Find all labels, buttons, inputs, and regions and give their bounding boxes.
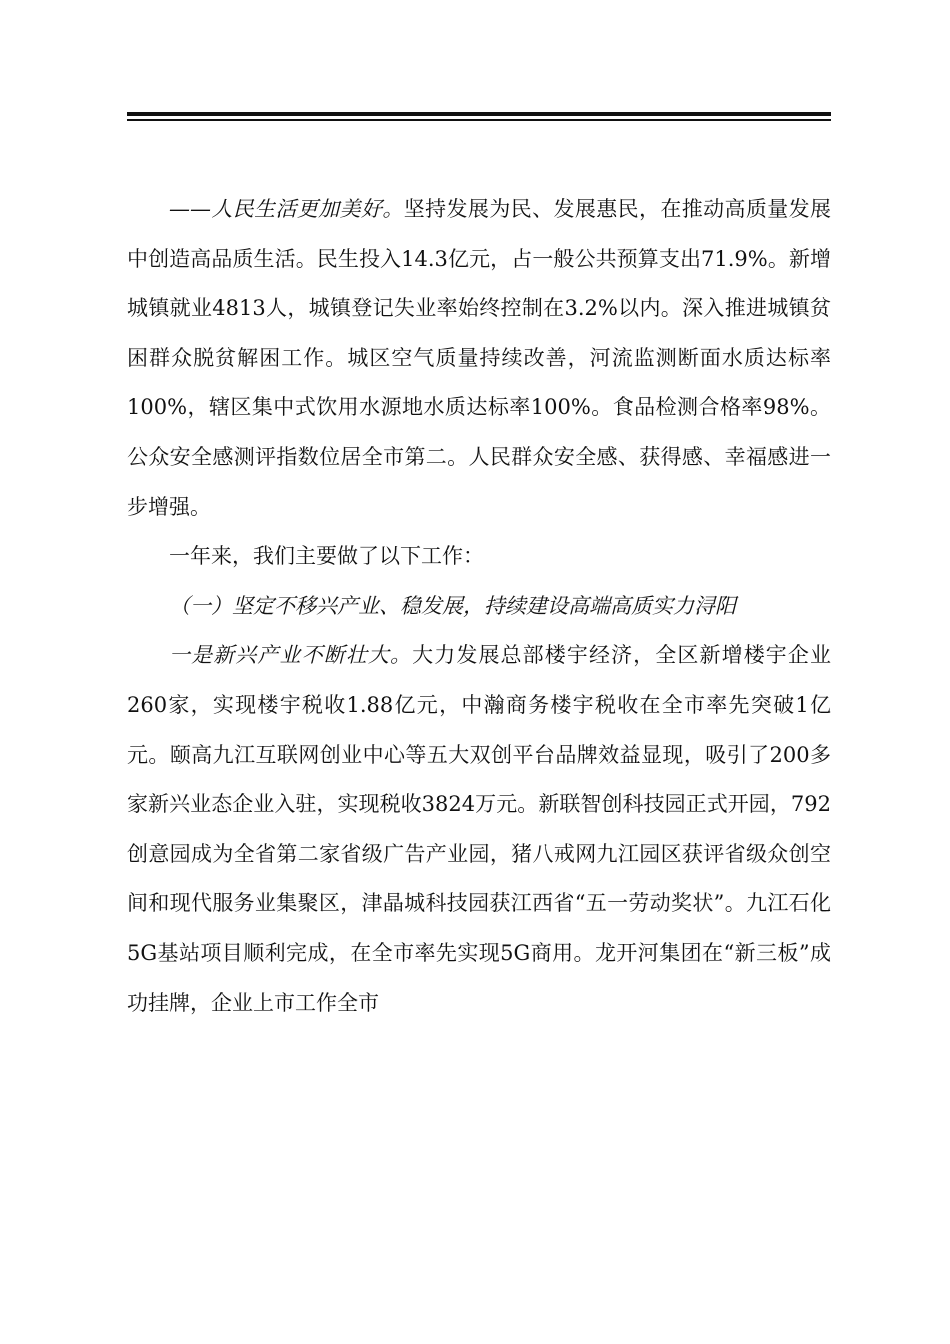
paragraph-text: 坚持发展为民、发展惠民，在推动高质量发展中创造高品质生活。民生投入14.3亿元，占一般公共预算支出71.9%。新增城镇就业4813人，城镇登记失业率始终控制在3.2%以内。深入推进城镇贫困群众脱贫解困工作。城区空气质量持续改善，河流监测断面水质达标率100%，辖区集中式饮用水源地水质达标率100%。食品检测合格率98%。公众安全感测评指数位居全市第二。人民群众安全感、获得感、幸福感进一步增强。 xyxy=(127,197,832,519)
header-rule-thick xyxy=(127,112,831,116)
document-body xyxy=(127,185,831,1028)
paragraph-work-intro xyxy=(127,532,831,582)
paragraph-lead: 一是新兴产业不断壮大。 xyxy=(169,643,413,668)
section-heading xyxy=(127,582,831,632)
paragraph-text: 大力发展总部楼宇经济，全区新增楼宇企业260家，实现楼宇税收1.88亿元，中瀚商务楼宇税收在全市率先突破1亿元。颐高九江互联网创业中心等五大双创平台品牌效益显现，吸引了200多家新兴业态企业入驻，实现税收3824万元。新联智创科技园正式开园，792创意园成为全省第二家省级广告产业园，猪八戒网九江园区获评省级众创空间和现代服务业集聚区，津晶城科技园获江西省“五一劳动奖状”。九江石化5G基站项目顺利完成，在全市率先实现5G商用。龙开河集团在“新三板”成功挂牌，企业上市工作全市 xyxy=(127,643,832,1015)
header-rule-thin xyxy=(127,119,831,121)
section-heading-text: （一）坚定不移兴产业、稳发展，持续建设高端高质实力浔阳 xyxy=(169,593,736,618)
paragraph-emerging-industry xyxy=(127,631,831,1028)
paragraph-people-life xyxy=(127,185,831,532)
paragraph-lead: ——人民生活更加美好。 xyxy=(169,197,404,221)
paragraph-text: 一年来，我们主要做了以下工作： xyxy=(169,544,484,569)
